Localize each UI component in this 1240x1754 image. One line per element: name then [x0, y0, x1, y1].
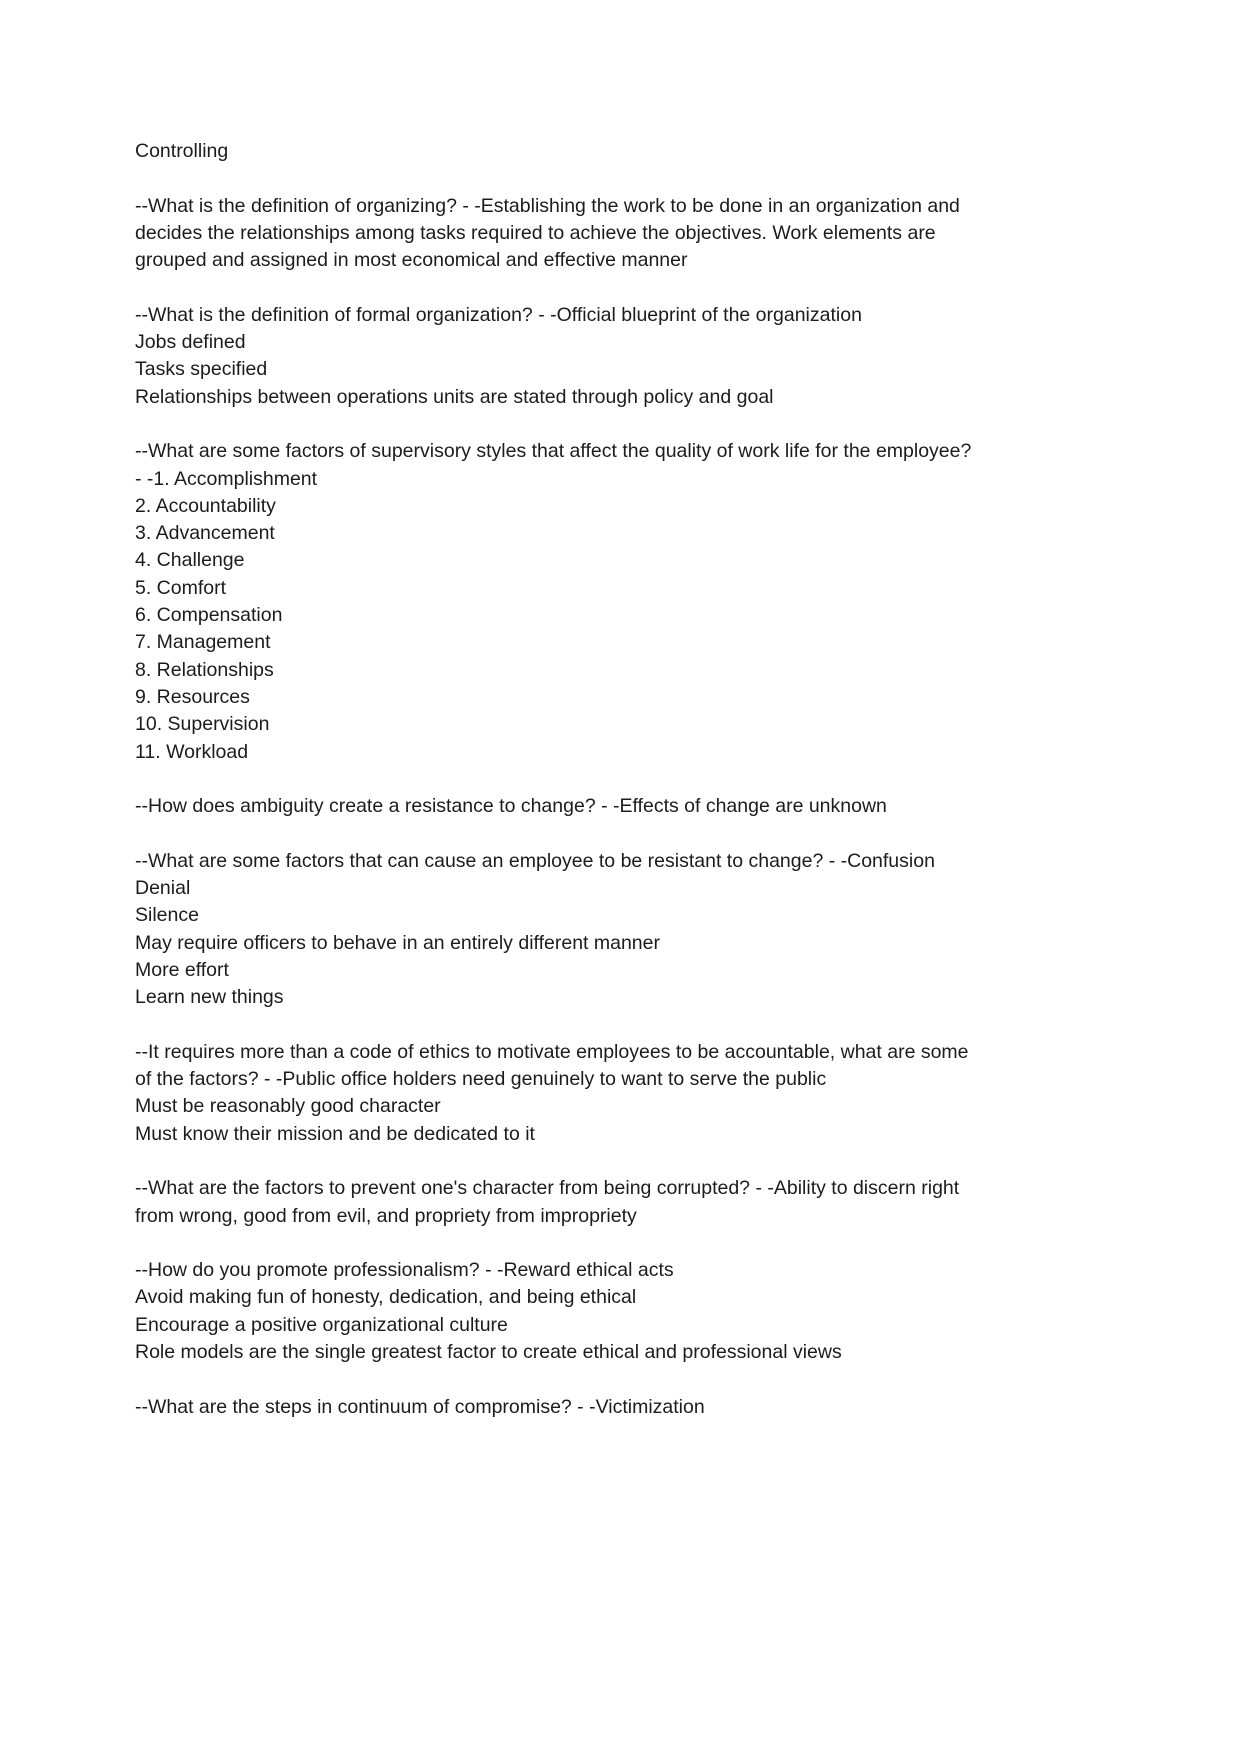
text-line: --What is the definition of organizing? - -Establishing the work to be done in an organization and decides the relationships among tasks required to achieve the objectives. Work elements are grouped and assigned in most economical and effective manner: [135, 194, 966, 272]
text-line: 8. Relationships: [135, 658, 274, 681]
paragraph: [135, 138, 975, 165]
text-line: Controlling: [135, 140, 229, 162]
text-line: 2. Accountability: [135, 494, 276, 517]
paragraph: [135, 1394, 975, 1421]
text-line: Avoid making fun of honesty, dedication, and being ethical: [135, 1286, 637, 1309]
text-line: --What are some factors of supervisory styles that affect the quality of work life for the employee? - -1. Accomplishment: [135, 440, 977, 490]
paragraph: [135, 302, 975, 411]
paragraph: [135, 1039, 975, 1148]
paragraph: [135, 193, 975, 275]
text-line: 7. Management: [135, 631, 271, 654]
text-line: --It requires more than a code of ethics to motivate employees to be accountable, what are some of the factors? - -Public office holders need genuinely to want to serve the public: [135, 1040, 974, 1091]
text-line: 10. Supervision: [135, 713, 270, 736]
text-line: May require officers to behave in an entirely different manner: [135, 931, 660, 954]
text-line: 6. Compensation: [135, 604, 283, 627]
paragraph: [135, 1175, 975, 1230]
text-line: 11. Workload: [135, 740, 249, 763]
paragraph: [135, 793, 975, 820]
document-content: [135, 138, 975, 1421]
text-line: 9. Resources: [135, 685, 250, 708]
paragraph: [135, 848, 975, 1012]
text-line: Jobs defined: [135, 331, 246, 354]
text-line: Encourage a positive organizational culture: [135, 1313, 508, 1336]
text-line: More effort: [135, 958, 229, 981]
text-line: 5. Comfort: [135, 576, 227, 599]
text-line: Tasks specified: [135, 358, 268, 381]
text-line: Relationships between operations units are stated through policy and goal: [135, 385, 774, 408]
text-line: 4. Challenge: [135, 549, 245, 572]
text-line: --What is the definition of formal organization? - -Official blueprint of the organization: [135, 303, 862, 326]
text-line: Role models are the single greatest factor to create ethical and professional views: [135, 1341, 842, 1364]
text-line: --What are the factors to prevent one's character from being corrupted? - -Ability to discern right from wrong, good from evil, and propriety from impropriety: [135, 1177, 965, 1227]
text-line: --How do you promote professionalism? - -Reward ethical acts: [135, 1259, 674, 1282]
text-line: --What are some factors that can cause an employee to be resistant to change? - -Confusion: [135, 849, 935, 872]
text-line: --What are the steps in continuum of compromise? - -Victimization: [135, 1395, 705, 1418]
text-line: Denial: [135, 877, 191, 900]
text-line: Silence: [135, 904, 199, 927]
text-line: Learn new things: [135, 986, 284, 1009]
paragraph: [135, 438, 975, 766]
text-line: Must be reasonably good character: [135, 1095, 441, 1118]
text-line: 3. Advancement: [135, 522, 275, 545]
text-line: Must know their mission and be dedicated to it: [135, 1122, 535, 1145]
text-line: --How does ambiguity create a resistance to change? - -Effects of change are unknown: [135, 795, 887, 818]
paragraph: [135, 1257, 975, 1366]
